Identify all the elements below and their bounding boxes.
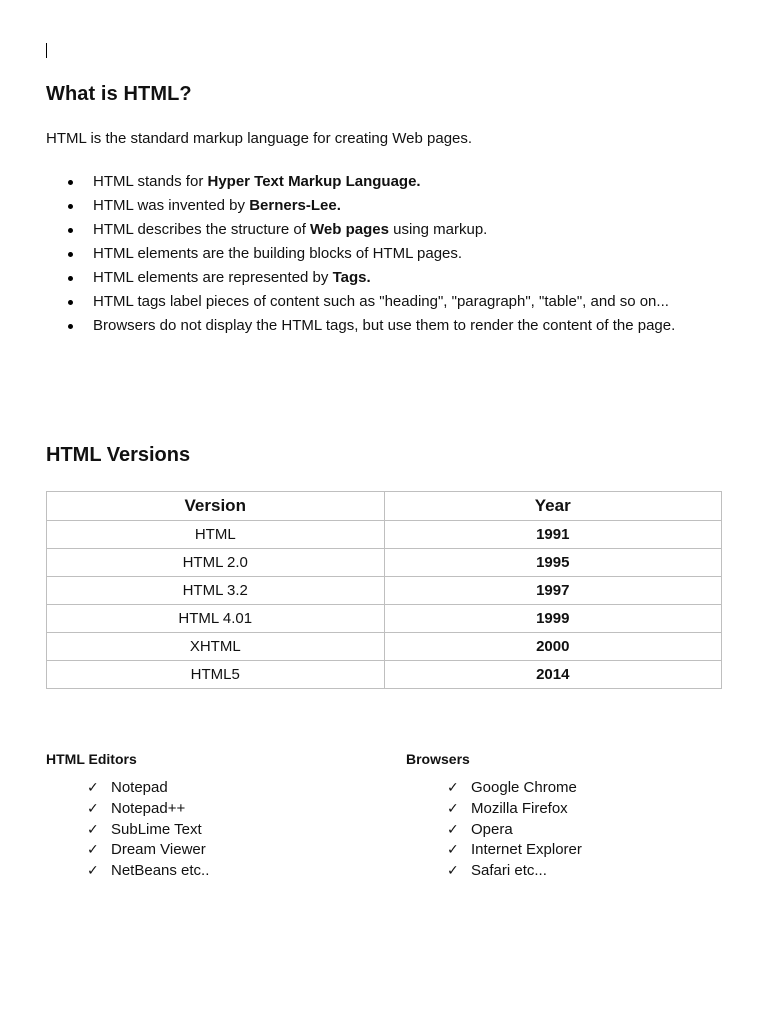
list-item xyxy=(46,242,706,266)
checkmark-icon: ✓ xyxy=(87,863,99,880)
version-cell: XHTML xyxy=(47,633,385,661)
html-facts-list xyxy=(46,170,706,338)
bullet-dot xyxy=(68,276,73,281)
editor-name: NetBeans etc.. xyxy=(111,862,210,880)
browser-name: Google Chrome xyxy=(471,779,577,796)
heading-html-versions: HTML Versions xyxy=(46,444,191,466)
checkmark-icon: ✓ xyxy=(447,842,459,859)
table-row xyxy=(47,521,722,549)
version-cell: HTML 2.0 xyxy=(47,549,385,577)
html-editors-title: HTML Editors xyxy=(46,751,137,767)
list-item-text: HTML tags label pieces of content such as "heading", "paragraph", "table", and so on... xyxy=(93,293,669,310)
intro-paragraph: HTML is the standard markup language for creating Web pages. xyxy=(46,130,473,147)
editor-name: Dream Viewer xyxy=(111,841,206,859)
list-item-text: HTML elements are the building blocks of HTML pages. xyxy=(93,245,463,262)
list-item xyxy=(87,778,209,799)
bullet-dot xyxy=(68,204,73,209)
table-row xyxy=(47,605,722,633)
list-item xyxy=(447,799,582,820)
versions-table xyxy=(46,491,722,689)
list-item-text: HTML describes the structure of xyxy=(93,221,311,238)
table-header-row xyxy=(47,492,722,521)
browsers-list xyxy=(447,778,582,882)
list-item xyxy=(87,820,209,841)
table-row xyxy=(47,661,722,689)
list-item-bold: Berners-Lee. xyxy=(249,197,341,214)
list-item xyxy=(87,840,209,861)
browser-name: Opera xyxy=(471,820,513,838)
list-item-bold: Hyper Text Markup Language. xyxy=(207,173,421,190)
year-cell: 1999 xyxy=(384,605,722,633)
list-item-text: HTML was invented by xyxy=(93,197,250,214)
list-item-text: HTML stands for xyxy=(93,173,208,190)
editor-name: Notepad++ xyxy=(111,799,186,817)
version-cell: HTML 4.01 xyxy=(47,605,385,633)
list-item xyxy=(46,194,706,218)
list-item xyxy=(447,820,582,841)
list-item xyxy=(87,861,209,882)
table-row xyxy=(47,633,722,661)
checkmark-icon: ✓ xyxy=(87,842,99,859)
list-item xyxy=(447,778,582,799)
browser-name: Safari etc... xyxy=(471,862,547,880)
checkmark-icon: ✓ xyxy=(447,863,459,880)
checkmark-icon: ✓ xyxy=(87,821,99,838)
browsers-title: Browsers xyxy=(406,751,470,767)
checkmark-icon: ✓ xyxy=(447,800,459,817)
list-item xyxy=(447,840,582,861)
year-cell: 1991 xyxy=(384,521,722,549)
list-item xyxy=(46,314,706,338)
bullet-dot xyxy=(68,228,73,233)
list-item-text: using markup. xyxy=(388,221,488,238)
text-cursor xyxy=(46,43,47,58)
bullet-dot xyxy=(68,252,73,257)
year-cell: 1995 xyxy=(384,549,722,577)
editor-name: Notepad xyxy=(111,779,168,796)
version-cell: HTML xyxy=(47,521,385,549)
list-item xyxy=(46,290,706,314)
checkmark-icon: ✓ xyxy=(87,780,99,796)
list-item xyxy=(46,170,706,194)
list-item xyxy=(447,861,582,882)
year-cell: 2014 xyxy=(384,661,722,689)
editor-name: SubLime Text xyxy=(111,820,202,838)
heading-what-is-html: What is HTML? xyxy=(46,83,192,105)
checkmark-icon: ✓ xyxy=(447,821,459,838)
browser-name: Internet Explorer xyxy=(471,841,582,859)
checkmark-icon: ✓ xyxy=(447,780,459,796)
checkmark-icon: ✓ xyxy=(87,800,99,817)
list-item xyxy=(46,218,706,242)
bullet-dot xyxy=(68,180,73,185)
list-item-bold: Web pages xyxy=(310,221,389,238)
list-item-text: Browsers do not display the HTML tags, but use them to render the content of the page. xyxy=(93,317,676,334)
year-cell: 2000 xyxy=(384,633,722,661)
year-cell: 1997 xyxy=(384,577,722,605)
list-item-text: HTML elements are represented by xyxy=(93,269,333,286)
list-item-bold: Tags. xyxy=(332,269,371,286)
browser-name: Mozilla Firefox xyxy=(471,799,568,817)
bullet-dot xyxy=(68,324,73,329)
column-header-year: Year xyxy=(384,492,722,521)
table-row xyxy=(47,549,722,577)
column-header-version: Version xyxy=(47,492,385,521)
html-editors-list xyxy=(87,778,209,882)
version-cell: HTML 3.2 xyxy=(47,577,385,605)
version-cell: HTML5 xyxy=(47,661,385,689)
table-row xyxy=(47,577,722,605)
list-item xyxy=(87,799,209,820)
bullet-dot xyxy=(68,300,73,305)
list-item xyxy=(46,266,706,290)
